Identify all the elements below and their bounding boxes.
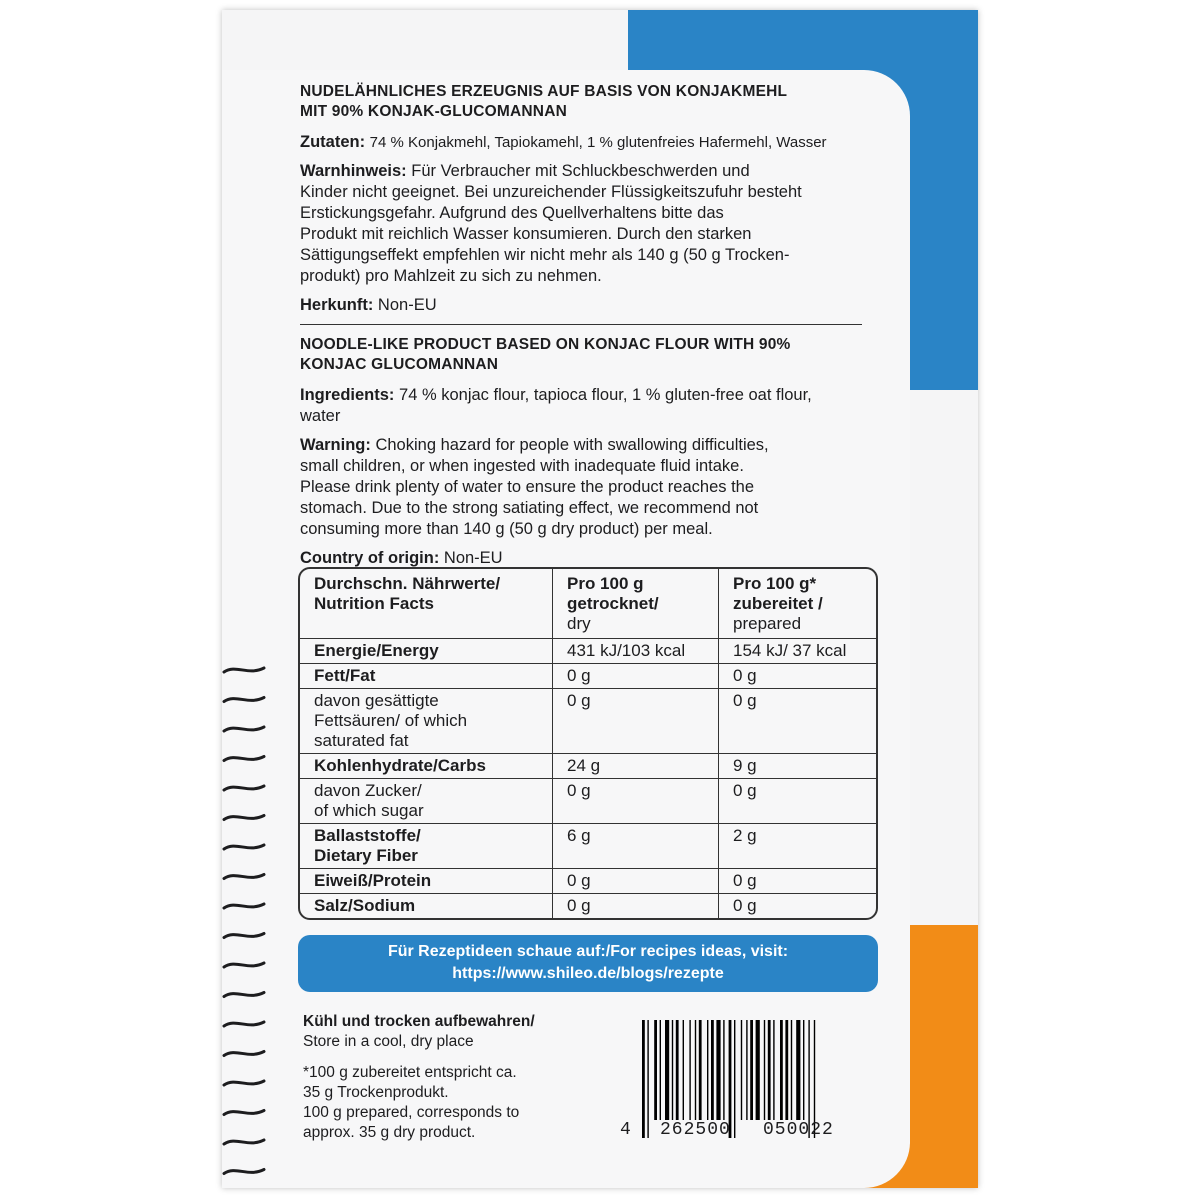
- origin-en-text: Non-EU: [439, 549, 503, 567]
- nutrient-name-line: Fettsäuren/ of which: [314, 711, 468, 730]
- value-dry: 0 g: [552, 779, 718, 824]
- value-prepared: 0 g: [718, 779, 876, 824]
- footnote-line: *100 g zubereitet entspricht ca.: [303, 1064, 517, 1081]
- barcode-bar: [711, 1020, 714, 1120]
- warning-en-line: Choking hazard for people with swallowing difficulties,: [370, 436, 769, 454]
- warning-en-label: Warning:: [300, 436, 371, 454]
- nutrient-name: [300, 869, 552, 894]
- wave-line: [224, 757, 264, 761]
- nutrition-header-dry: [552, 569, 718, 639]
- value-dry: 6 g: [552, 824, 718, 869]
- nutrient-name: [300, 664, 552, 689]
- nutrient-name-line: Fett/Fat: [314, 666, 376, 685]
- barcode-group1: 262500: [660, 1120, 731, 1140]
- header-text: zubereitet /: [733, 594, 823, 613]
- value-prepared: 0 g: [718, 869, 876, 894]
- nutrient-name: [300, 754, 552, 779]
- wave-decoration: [222, 660, 282, 1180]
- wave-line: [224, 1170, 264, 1174]
- barcode-bar: [654, 1020, 657, 1120]
- barcode-bar: [803, 1020, 804, 1120]
- nutrition-header-prepared: [718, 569, 876, 639]
- barcode-bar: [723, 1020, 724, 1120]
- ingredients-en-line: water: [300, 407, 341, 425]
- warning-de-line: Kinder nicht geeignet. Bei unzureichender Flüssigkeitszufuhr besteht: [300, 183, 802, 201]
- wave-line: [224, 1022, 264, 1026]
- origin-en-label: Country of origin:: [300, 549, 440, 567]
- nutrient-name-line: Salz/Sodium: [314, 896, 416, 915]
- nutrition-header-label: [300, 569, 552, 639]
- warning-en-line: stomach. Due to the strong satiating effect, we recommend not: [300, 499, 759, 517]
- barcode-bar: [780, 1020, 783, 1120]
- barcode-bar: [716, 1020, 720, 1120]
- heading-de-line2: MIT 90% KONJAK-GLUCOMANNAN: [300, 103, 567, 120]
- origin-de-text: Non-EU: [373, 296, 437, 314]
- header-text: getrocknet/: [567, 594, 659, 613]
- warning-de-line: Produkt mit reichlich Wasser konsumieren. Durch den starken: [300, 225, 752, 243]
- nutrient-name: [300, 689, 552, 754]
- label-text: [300, 82, 880, 577]
- value-prepared: 0 g: [718, 894, 876, 918]
- nutrition-row: [300, 779, 876, 824]
- barcode-bar: [676, 1020, 679, 1120]
- origin-de: [300, 295, 880, 316]
- recipes-link[interactable]: https://www.shileo.de/blogs/rezepte: [452, 965, 724, 982]
- barcode-bar: [791, 1020, 792, 1120]
- header-text: dry: [567, 614, 591, 633]
- nutrition-row: [300, 869, 876, 894]
- warning-de: [300, 161, 880, 287]
- heading-de-line1: NUDELÄHNLICHES ERZEUGNIS AUF BASIS VON KONJAKMEHL: [300, 83, 788, 100]
- value-dry: 431 kJ/103 kcal: [552, 639, 718, 664]
- storage-info: [303, 1012, 603, 1052]
- footnote: [303, 1063, 603, 1143]
- heading-en: [300, 335, 880, 375]
- header-text: Pro 100 g: [567, 574, 644, 593]
- wave-line: [224, 993, 264, 997]
- warning-en: [300, 435, 880, 540]
- wave-line: [224, 1081, 264, 1085]
- value-dry: 24 g: [552, 754, 718, 779]
- barcode-group2: 050022: [763, 1120, 834, 1140]
- warning-de-line: Erstickungsgefahr. Aufgrund des Quellverhaltens bitte das: [300, 204, 724, 222]
- ingredients-en: [300, 385, 880, 427]
- barcode-bar: [695, 1020, 696, 1120]
- heading-de: [300, 82, 880, 122]
- header-text: prepared: [733, 614, 802, 633]
- nutrient-name-line: Dietary Fiber: [314, 846, 418, 865]
- footnote-line: 35 g Trockenprodukt.: [303, 1084, 449, 1101]
- nutrient-name-line: davon gesättigte: [314, 691, 439, 710]
- footnote-line: approx. 35 g dry product.: [303, 1124, 476, 1141]
- barcode-bar: [768, 1020, 771, 1120]
- nutrient-name-line: davon Zucker/: [314, 781, 422, 800]
- value-dry: 0 g: [552, 664, 718, 689]
- warning-de-line: Für Verbraucher mit Schluckbeschwerden und: [406, 162, 750, 180]
- nutrient-name-line: saturated fat: [314, 731, 409, 750]
- storage-subtitle: Store in a cool, dry place: [303, 1033, 474, 1050]
- barcode-bar: [660, 1020, 661, 1120]
- wave-line: [224, 1140, 264, 1144]
- nutrition-table: [298, 567, 878, 920]
- barcode-bar: [741, 1020, 742, 1120]
- warning-de-line: Sättigungseffekt empfehlen wir nicht mehr als 140 g (50 g Trocken-: [300, 246, 790, 264]
- warning-de-line: produkt) pro Mahlzeit zu sich zu nehmen.: [300, 267, 602, 285]
- ingredients-en-line: 74 % konjac flour, tapioca flour, 1 % gluten-free oat flour,: [394, 386, 812, 404]
- ingredients-de-text: 74 % Konjakmehl, Tapiokamehl, 1 % glutenfreies Hafermehl, Wasser: [369, 134, 827, 151]
- nutrient-name: [300, 894, 552, 918]
- wave-line: [224, 816, 264, 820]
- wave-line: [224, 786, 264, 790]
- barcode-bar: [796, 1020, 800, 1120]
- value-prepared: 2 g: [718, 824, 876, 869]
- warning-en-line: consuming more than 140 g (50 g dry product) per meal.: [300, 520, 713, 538]
- ingredients-en-label: Ingredients:: [300, 386, 395, 404]
- nutrient-name-line: Kohlenhydrate/Carbs: [314, 756, 486, 775]
- warning-en-line: small children, or when ingested with inadequate fluid intake.: [300, 457, 744, 475]
- nutrient-name-line: Eiweiß/Protein: [314, 871, 432, 890]
- nutrient-name: [300, 779, 552, 824]
- wave-line: [224, 904, 264, 908]
- warning-de-label: Warnhinweis:: [300, 162, 407, 180]
- value-prepared: 0 g: [718, 689, 876, 754]
- nutrient-name: [300, 824, 552, 869]
- nutrition-header-row: [300, 569, 876, 639]
- nutrition-row: [300, 664, 876, 689]
- value-prepared: 154 kJ/ 37 kcal: [718, 639, 876, 664]
- barcode-bar: [699, 1020, 702, 1120]
- wave-line: [224, 845, 264, 849]
- barcode-bar: [683, 1020, 684, 1120]
- wave-line: [224, 727, 264, 731]
- wave-line: [224, 698, 264, 702]
- wave-line: [224, 1052, 264, 1056]
- wave-line: [224, 934, 264, 938]
- wave-line: [224, 668, 264, 672]
- nutrition-row: [300, 894, 876, 918]
- header-text: Pro 100 g*: [733, 574, 817, 593]
- ingredients-de-label: Zutaten:: [300, 133, 366, 151]
- nutrition-row: [300, 639, 876, 664]
- nutrient-name-line: Ballaststoffe/: [314, 826, 421, 845]
- value-prepared: 9 g: [718, 754, 876, 779]
- nutrition-row: [300, 754, 876, 779]
- value-dry: 0 g: [552, 894, 718, 918]
- value-dry: 0 g: [552, 869, 718, 894]
- warning-en-line: Please drink plenty of water to ensure the product reaches the: [300, 478, 755, 496]
- barcode-number: [620, 1120, 846, 1142]
- barcode-bar: [672, 1020, 673, 1120]
- ingredients-de: [300, 132, 880, 153]
- nutrition-row: [300, 824, 876, 869]
- wave-line: [224, 963, 264, 967]
- recipes-banner: [298, 935, 878, 992]
- nutrient-name: [300, 639, 552, 664]
- barcode-lead-digit: 4: [620, 1120, 631, 1140]
- barcode-bar: [707, 1020, 708, 1120]
- nutrient-name-line: of which sugar: [314, 801, 424, 820]
- divider: [300, 324, 862, 325]
- wave-line: [224, 875, 264, 879]
- nutrition-row: [300, 689, 876, 754]
- footnote-line: 100 g prepared, corresponds to: [303, 1104, 520, 1121]
- origin-en: [300, 548, 880, 569]
- barcode-bar: [785, 1020, 788, 1120]
- banner-text: Für Rezeptideen schaue auf:/For recipes ideas, visit:: [387, 943, 789, 960]
- barcode-bar: [756, 1020, 760, 1120]
- wave-line: [224, 1111, 264, 1115]
- barcode-bar: [773, 1020, 774, 1120]
- nutrient-name-line: Energie/Energy: [314, 641, 439, 660]
- barcode-bar: [689, 1020, 690, 1120]
- header-text: Durchschn. Nährwerte/: [314, 574, 501, 593]
- barcode-bar: [764, 1020, 765, 1120]
- value-dry: 0 g: [552, 689, 718, 754]
- barcode-bar: [746, 1020, 747, 1120]
- value-prepared: 0 g: [718, 664, 876, 689]
- heading-en-line2: KONJAC GLUCOMANNAN: [300, 356, 499, 373]
- barcode-bar: [665, 1020, 669, 1120]
- heading-en-line1: NOODLE-LIKE PRODUCT BASED ON KONJAC FLOUR WITH 90%: [300, 336, 791, 353]
- storage-title: Kühl und trocken aufbewahren/: [303, 1013, 535, 1030]
- origin-de-label: Herkunft:: [300, 296, 374, 314]
- header-text: Nutrition Facts: [314, 594, 434, 613]
- barcode-bar: [750, 1020, 753, 1120]
